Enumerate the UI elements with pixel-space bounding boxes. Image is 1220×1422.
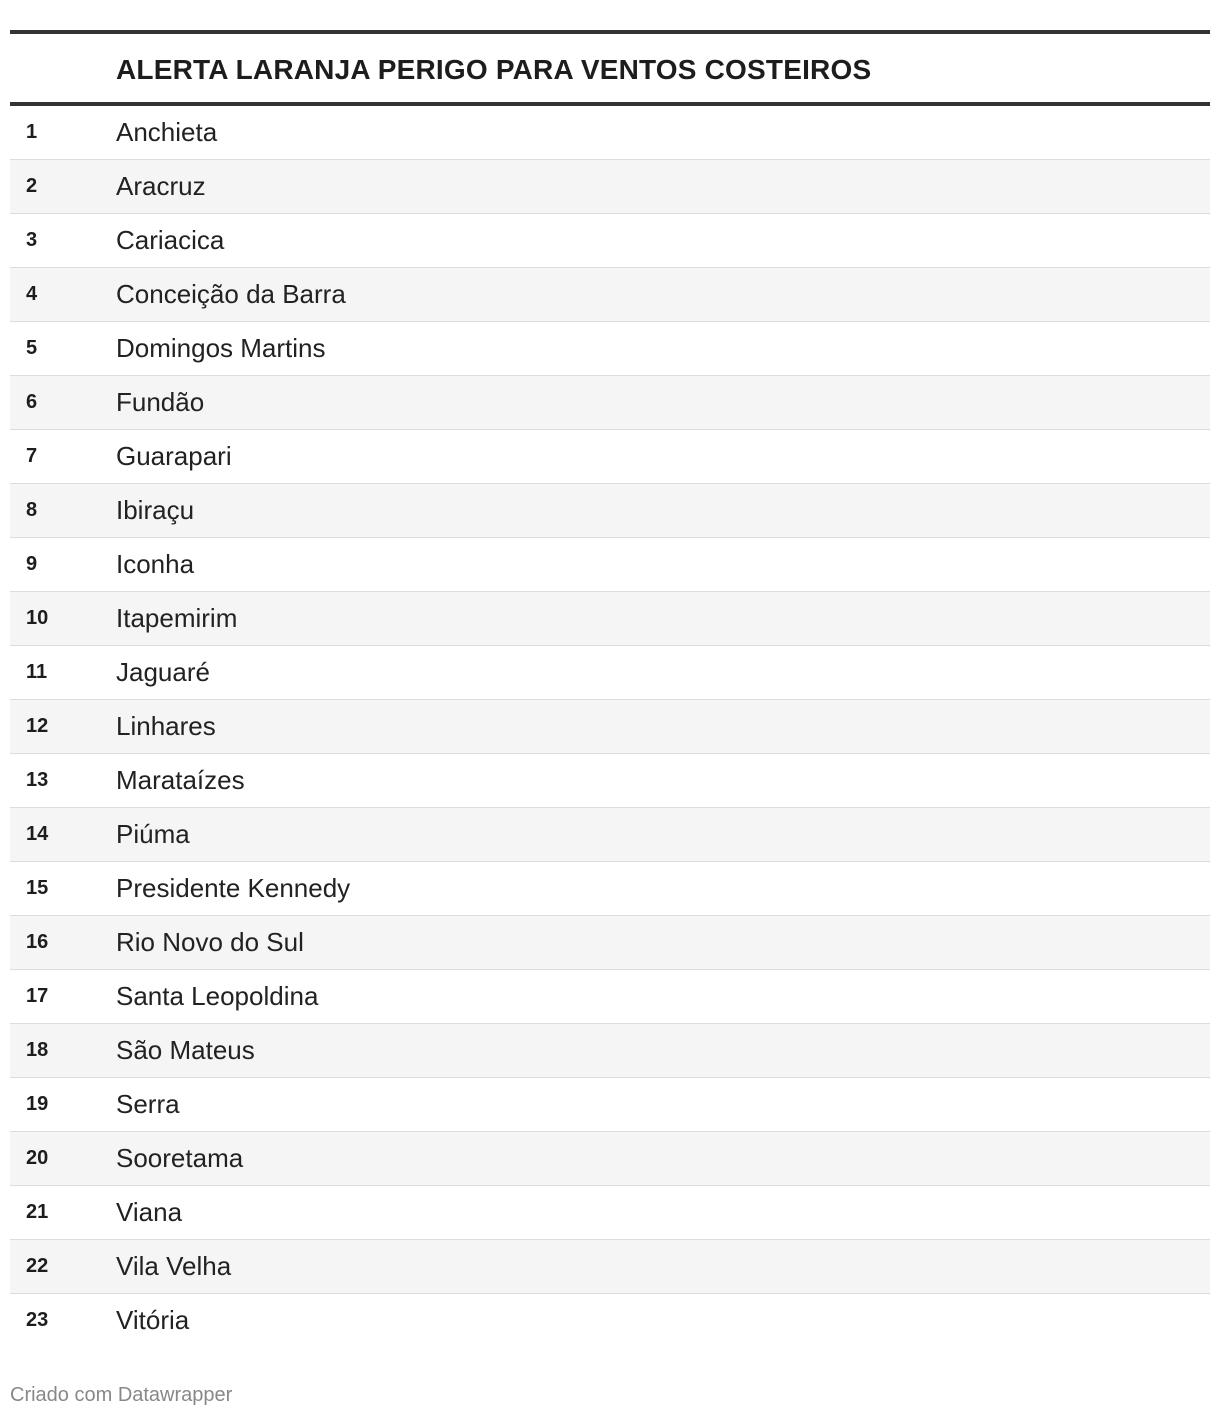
row-municipality-name: Viana [116, 1197, 183, 1227]
row-number: 22 [26, 1255, 49, 1277]
table-row [10, 916, 1210, 970]
row-number: 11 [26, 661, 48, 683]
row-number: 15 [26, 877, 49, 899]
table-row [10, 700, 1210, 754]
row-municipality-name: Rio Novo do Sul [116, 927, 304, 957]
table-row [10, 376, 1210, 430]
row-number: 5 [26, 337, 38, 359]
row-number: 1 [26, 121, 38, 143]
table-header [10, 30, 1210, 106]
row-number: 19 [26, 1093, 49, 1115]
row-number: 9 [26, 553, 38, 575]
row-municipality-name: Aracruz [116, 171, 206, 201]
row-municipality-name: Jaguaré [116, 657, 210, 687]
row-number: 8 [26, 499, 38, 521]
table-row [10, 322, 1210, 376]
table-row [10, 646, 1210, 700]
row-municipality-name: Domingos Martins [116, 333, 326, 363]
table-row [10, 160, 1210, 214]
row-number: 20 [26, 1147, 49, 1169]
row-number: 16 [26, 931, 49, 953]
row-number: 23 [26, 1309, 49, 1331]
row-municipality-name: São Mateus [116, 1035, 255, 1065]
row-number: 10 [26, 607, 49, 629]
row-number: 13 [26, 769, 49, 791]
row-municipality-name: Vila Velha [116, 1251, 232, 1281]
row-municipality-name: Itapemirim [116, 603, 238, 633]
row-municipality-name: Conceição da Barra [116, 279, 346, 309]
table-row [10, 808, 1210, 862]
data-table [10, 30, 1210, 1348]
row-municipality-name: Marataízes [116, 765, 245, 795]
row-number: 21 [26, 1201, 49, 1223]
row-municipality-name: Guarapari [116, 441, 232, 471]
table-row [10, 1294, 1210, 1348]
row-municipality-name: Linhares [116, 711, 216, 741]
table-row [10, 862, 1210, 916]
table-row [10, 1186, 1210, 1240]
table-row [10, 484, 1210, 538]
row-municipality-name: Ibiraçu [116, 495, 195, 525]
table-row [10, 538, 1210, 592]
table-row [10, 1078, 1210, 1132]
row-municipality-name: Cariacica [116, 225, 225, 255]
table-row [10, 268, 1210, 322]
table-row [10, 1240, 1210, 1294]
table-row [10, 1132, 1210, 1186]
row-number: 3 [26, 229, 38, 251]
row-municipality-name: Piúma [116, 819, 190, 849]
row-municipality-name: Vitória [116, 1305, 190, 1335]
table-header-title: ALERTA LARANJA PERIGO PARA VENTOS COSTEIROS [116, 54, 872, 85]
row-municipality-name: Anchieta [116, 117, 218, 147]
row-number: 2 [26, 175, 38, 197]
footer-credit: Criado com Datawrapper [10, 1384, 233, 1406]
row-municipality-name: Serra [116, 1089, 180, 1119]
row-municipality-name: Fundão [116, 387, 205, 417]
table-row [10, 754, 1210, 808]
row-number: 17 [26, 985, 49, 1007]
row-number: 7 [26, 445, 38, 467]
table-row [10, 214, 1210, 268]
table-body [10, 106, 1210, 1348]
table-row [10, 430, 1210, 484]
row-municipality-name: Iconha [116, 549, 195, 579]
row-municipality-name: Sooretama [116, 1143, 244, 1173]
row-number: 4 [26, 283, 38, 305]
row-municipality-name: Presidente Kennedy [116, 873, 351, 903]
row-number: 6 [26, 391, 38, 413]
table-row [10, 106, 1210, 160]
table-row [10, 1024, 1210, 1078]
row-number: 14 [26, 823, 49, 845]
table-row [10, 970, 1210, 1024]
table-row [10, 592, 1210, 646]
row-municipality-name: Santa Leopoldina [116, 981, 319, 1011]
row-number: 12 [26, 715, 49, 737]
row-number: 18 [26, 1039, 49, 1061]
